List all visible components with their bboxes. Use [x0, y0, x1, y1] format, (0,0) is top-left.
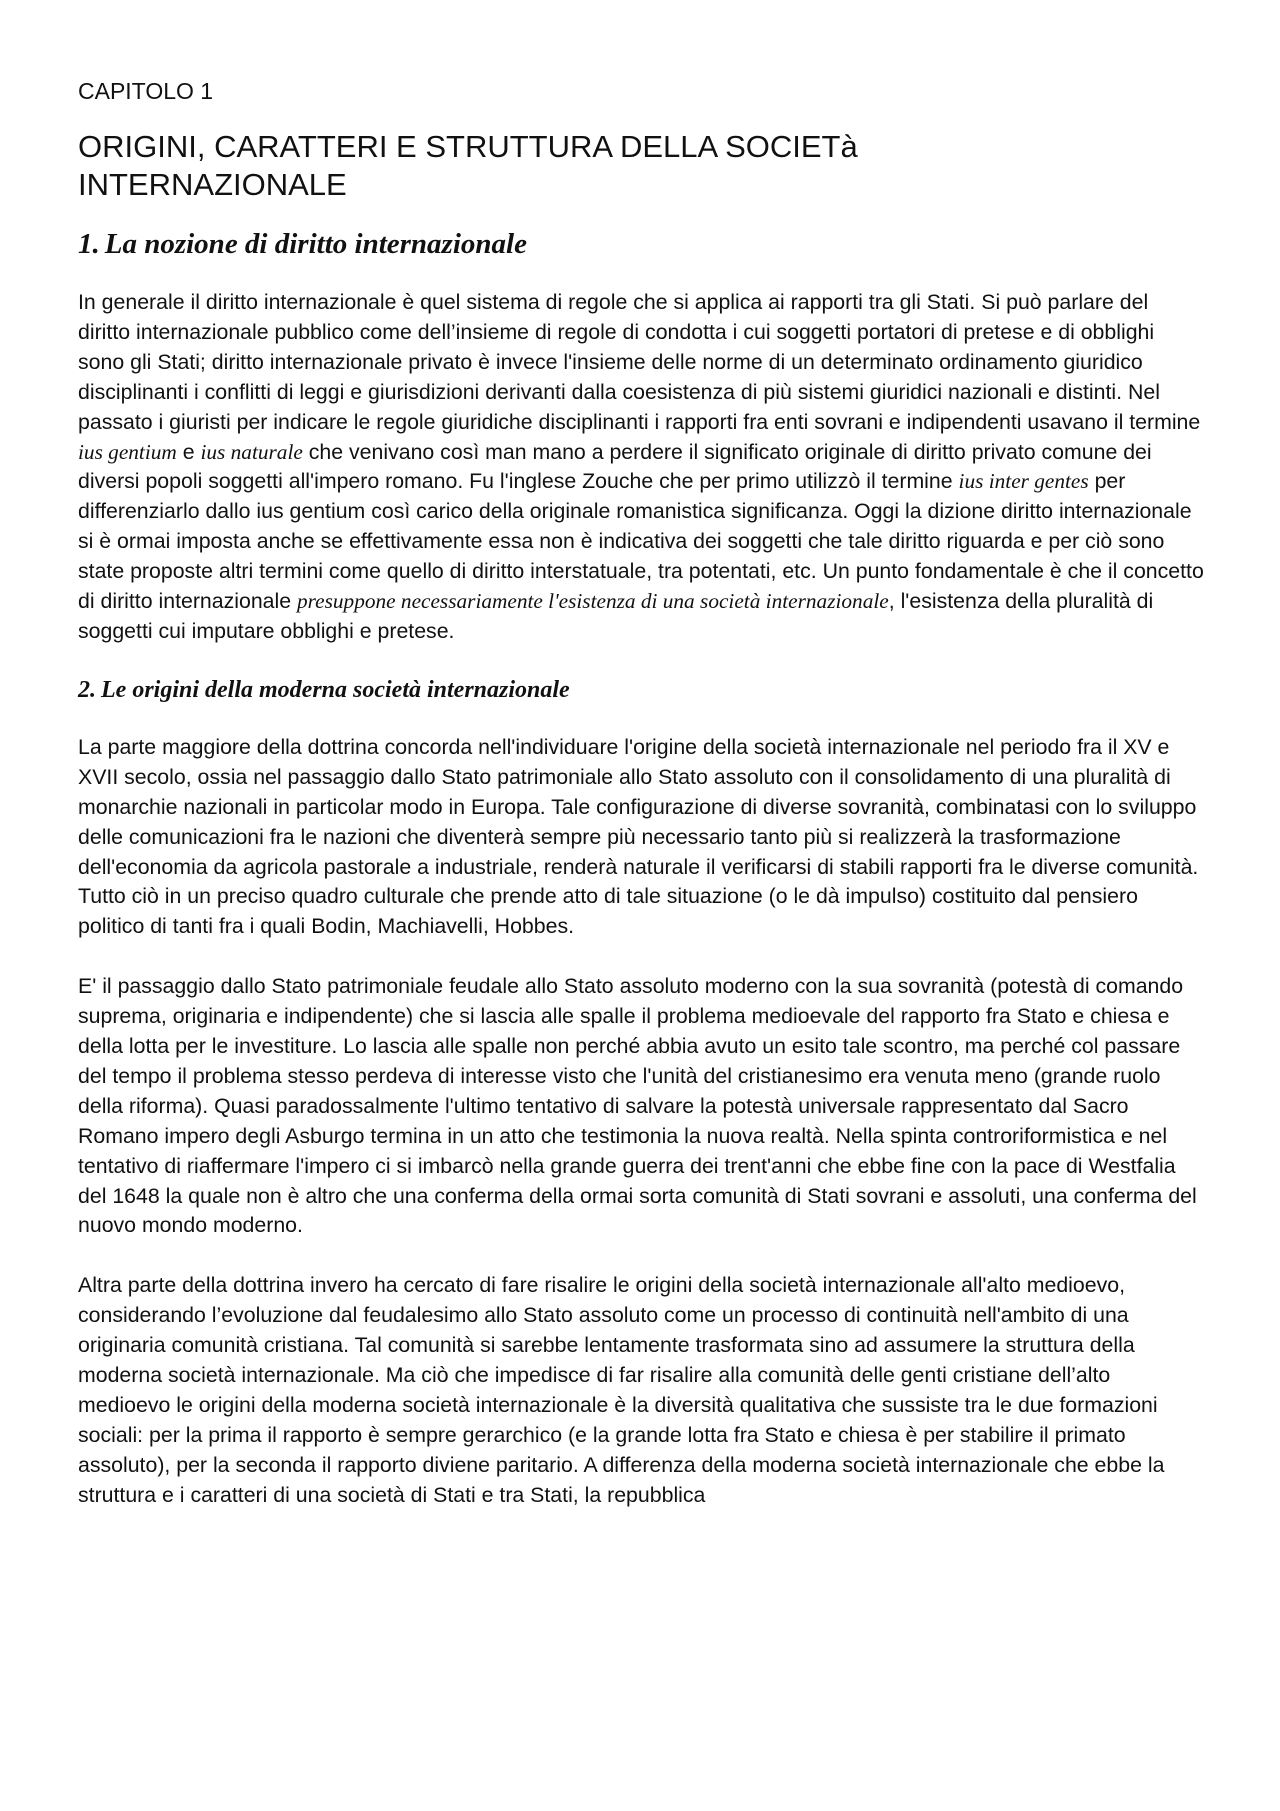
emphasis-societa-internazionale: presuppone necessariamente l'esistenza di una società internazionale	[297, 589, 889, 614]
section-1-paragraph	[78, 288, 1204, 647]
section-2-paragraph-1: La parte maggiore della dottrina concorda nell'individuare l'origine della società internazionale nel periodo fra il XV e XVII secolo, ossia nel passaggio dallo Stato patrimoniale allo Stato assoluto con il consolidamento di una pluralità di monarchie nazionali in particolar modo in Europa. Tale configurazione di diverse sovranità, combinatasi con lo sviluppo delle comunicazioni fra le nazioni che diventerà sempre più necessario tanto più si realizzerà la trasformazione dell'economia da agricola pastorale a industriale, renderà naturale il verificarsi di stabili rapporti fra le diverse comunità. Tutto ciò in un preciso quadro culturale che prende atto di tale situazione (o le dà impulso) costituito dal pensiero politico di tanti fra i quali Bodin, Machiavelli, Hobbes.	[78, 734, 1199, 939]
term-ius-gentium: ius gentium	[78, 439, 177, 464]
paragraph-text: e	[176, 439, 201, 464]
term-ius-inter-gentes: ius inter gentes	[958, 469, 1089, 494]
paragraph-text: per differenziarlo dallo ius gentium così carico della originale romanistica significanza. Oggi la dizione diritto internazionale si è ormai imposta anche se effettivamente essa non è indicativa dei soggetti che tale diritto riguarda e per ciò sono state proposte altri termini come quello di diritto interstatuale, tra potentati, etc. Un punto fondamentale è che il concetto di diritto internazionale	[78, 469, 1204, 614]
section-2-paragraph-2: E' il passaggio dallo Stato patrimoniale feudale allo Stato assoluto moderno con la sua sovranità (potestà di comando suprema, originaria e indipendente) che si lascia alle spalle il problema medioevale del rapporto fra Stato e chiesa e della lotta per le investiture. Lo lascia alle spalle non perché abbia avuto un esito tale scontro, ma perché col passare del tempo il problema stesso perdeva di interesse visto che l'unità del cristianesimo era venuta meno (grande ruolo della riforma). Quasi paradossalmente l'ultimo tentativo di salvare la potestà universale rappresentato dal Sacro Romano impero degli Asburgo termina in un atto che testimonia la nuova realtà. Nella spinta controriformistica e nel tentativo di riaffermare l'impero ci si imbarcò nella grande guerra dei trent'anni che ebbe fine con la pace di Westfalia del 1648 la quale non è altro che una conferma della ormai sorta comunità di Stati sovrani e assoluti, una conferma del nuovo mondo moderno.	[78, 974, 1197, 1238]
paragraph-text: , l'esistenza della pluralità di soggetti cui imputare obblighi e pretese.	[78, 589, 1154, 643]
paragraph-text: In generale il diritto internazionale è quel sistema di regole che si applica ai rapporti tra gli Stati. Si può parlare del diritto internazionale pubblico come dell’insieme di regole di condotta i cui soggetti portatori di pretese e di obblighi sono gli Stati; diritto internazionale privato è invece l'insieme delle norme di un determinato ordinamento giuridico disciplinanti i conflitti di leggi e giurisdizioni derivanti dalla coesistenza di più sistemi giuridici nazionali e distinti. Nel passato i giuristi per indicare le regole giuridiche disciplinanti i rapporti fra enti sovrani e indipendenti usavano il termine	[78, 290, 1201, 434]
section-2-paragraph-3: Altra parte della dottrina invero ha cercato di fare risalire le origini della società internazionale all'alto medioevo, considerando l’evoluzione dal feudalesimo allo Stato assoluto come un processo di continuità nell'ambito di una originaria comunità cristiana. Tal comunità si sarebbe lentamente trasformata sino ad assumere la struttura della moderna società internazionale. Ma ciò che impedisce di far risalire alla comunità delle genti cristiane dell’alto medioevo le origini della moderna società internazionale è la diversità qualitativa che sussiste tra le due formazioni sociali: per la prima il rapporto è sempre gerarchico (e la grande lotta fra Stato e chiesa è per stabilire il primato assoluto), per la seconda il rapporto diviene paritario. A differenza della moderna società internazionale che ebbe la struttura e i caratteri di una società di Stati e tra Stati, la repubblica	[78, 1273, 1165, 1507]
term-ius-naturale: ius naturale	[200, 439, 303, 464]
section-1-heading	[78, 226, 1204, 262]
section-2-heading	[78, 674, 1204, 706]
chapter-title-line-2: INTERNAZIONALE	[78, 167, 347, 202]
chapter-title	[78, 128, 1204, 204]
section-1-number: 1.	[78, 228, 100, 260]
paragraph-text: che venivano così man mano a perdere il significato originale di diritto privato comune dei diversi popoli soggetti all'impero romano. Fu l'inglese Zouche che per primo utilizzò il termine	[78, 439, 1152, 494]
chapter-title-line-1: ORIGINI, CARATTERI E STRUTTURA DELLA SOCIETà	[78, 129, 858, 164]
section-1-title: La nozione di diritto internazionale	[104, 228, 527, 260]
section-2-title: Le origini della moderna società internazionale	[101, 676, 570, 703]
section-2-number: 2.	[78, 676, 96, 703]
chapter-label: CAPITOLO 1	[78, 78, 214, 104]
